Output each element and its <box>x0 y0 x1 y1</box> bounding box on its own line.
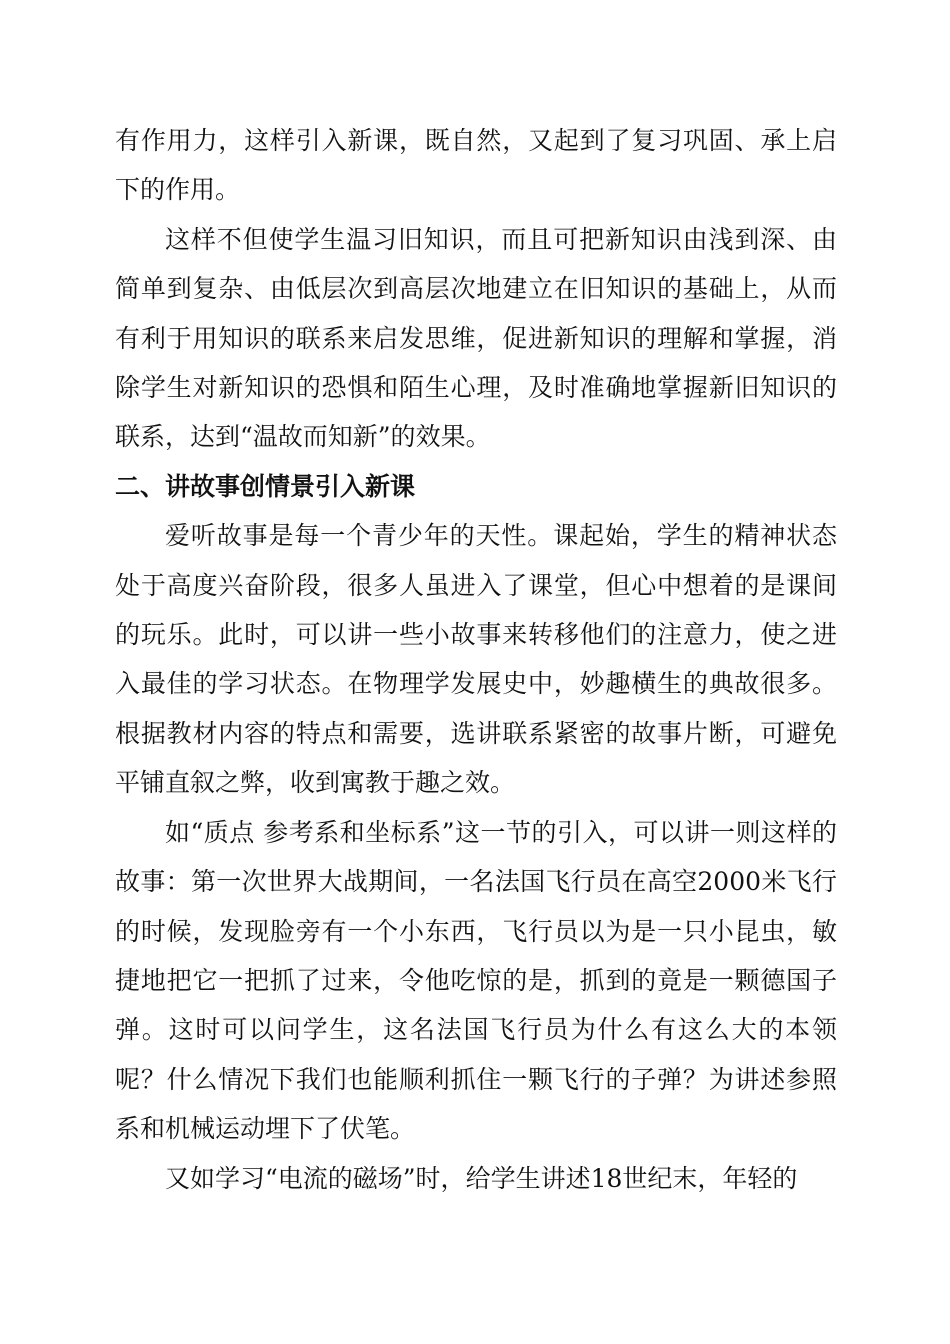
paragraph-storytelling-intro: 爱听故事是每一个青少年的天性。课起始，学生的精神状态处于高度兴奋阶段，很多人虽进入了课堂，但心中想着的是课间的玩乐。此时，可以讲一些小故事来转移他们的注意力，使之进入最佳的学习状态。在物理学发展史中，妙趣横生的典故很多。根据教材内容的特点和需要，选讲联系紧密的故事片断，可避免平铺直叙之弊，收到寓教于趣之效。 <box>115 521 837 798</box>
section-heading: 二、讲故事创情景引入新课 <box>115 471 416 501</box>
paragraph-review-benefits: 这样不但使学生温习旧知识，而且可把新知识由浅到深、由简单到复杂、由低层次到高层次地建立在旧知识的基础上，从而有利于用知识的联系来启发思维，促进新知识的理解和掌握，消除学生对新知识的恐惧和陌生心理，及时准确地掌握新旧知识的联系，达到“温故而知新”的效果。 <box>115 224 837 452</box>
paragraph-continuation: 有作用力，这样引入新课，既自然，又起到了复习巩固、承上启下的作用。 <box>115 126 837 205</box>
paragraph-bullet-story: 如“质点 参考系和坐标系”这一节的引入，可以讲一则这样的故事：第一次世界大战期间，一名法国飞行员在高空2000米飞行的时候，发现脸旁有一个小东西，飞行员以为是一只小昆虫，敏捷地把它一把抓了过来，令他吃惊的是，抓到的竟是一颗德国子弹。这时可以问学生，这名法国飞行员为什么有这么大的本领呢？什么情况下我们也能顺利抓住一颗飞行的子弹？为讲述参照系和机械运动埋下了伏笔。 <box>115 817 837 1144</box>
document-body <box>115 116 837 1203</box>
paragraph-magnetic-field-example: 又如学习“电流的磁场”时，给学生讲述18世纪末，年轻的 <box>165 1163 798 1193</box>
